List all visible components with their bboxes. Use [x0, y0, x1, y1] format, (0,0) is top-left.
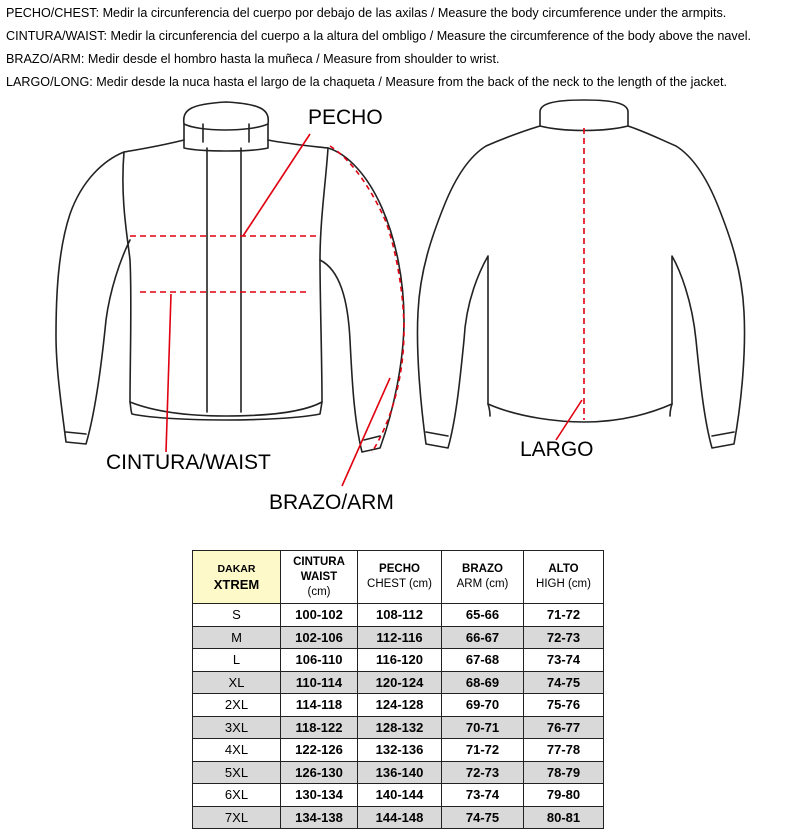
header-high: [524, 551, 604, 604]
cell-chest: 140-144: [358, 784, 442, 807]
header-chest-line1: PECHO: [379, 563, 420, 575]
header-waist-line1: CINTURA: [293, 555, 345, 568]
cell-chest: 116-120: [358, 649, 442, 672]
label-pecho: PECHO: [308, 106, 383, 129]
table-row: [193, 716, 604, 739]
cell-size: S: [193, 604, 281, 627]
cell-high: 73-74: [524, 649, 604, 672]
cell-size: 3XL: [193, 716, 281, 739]
cell-chest: 144-148: [358, 806, 442, 829]
cell-waist: 126-130: [281, 761, 358, 784]
jacket-back-outline: [417, 100, 744, 448]
header-arm-line2: ARM (cm): [456, 578, 509, 590]
waist-measure-line: [140, 292, 306, 452]
cell-waist: 102-106: [281, 626, 358, 649]
cell-arm: 74-75: [442, 806, 524, 829]
cell-arm: 66-67: [442, 626, 524, 649]
cell-chest: 136-140: [358, 761, 442, 784]
cell-waist: 134-138: [281, 806, 358, 829]
table-header-row: [193, 551, 604, 604]
header-arm-line1: BRAZO: [462, 563, 503, 575]
size-rows: [193, 604, 604, 829]
table-row: [193, 761, 604, 784]
header-chest: [358, 551, 442, 604]
cell-size: 5XL: [193, 761, 281, 784]
cell-waist: 114-118: [281, 694, 358, 717]
cell-high: 74-75: [524, 671, 604, 694]
instruction-long: LARGO/LONG: Medir desde la nuca hasta el largo de la chaqueta / Measure from the back of the neck to the length of the jacket.: [6, 75, 728, 89]
cell-chest: 128-132: [358, 716, 442, 739]
instruction-arm: BRAZO/ARM: Medir desde el hombro hasta la muñeca / Measure from shoulder to wrist.: [6, 52, 500, 66]
table-row: [193, 671, 604, 694]
table-row: [193, 739, 604, 762]
arm-measure-line: [330, 146, 404, 486]
cell-arm: 73-74: [442, 784, 524, 807]
brand-model: XTREM: [213, 577, 260, 592]
cell-arm: 65-66: [442, 604, 524, 627]
cell-arm: 69-70: [442, 694, 524, 717]
cell-high: 78-79: [524, 761, 604, 784]
label-brazo: BRAZO/ARM: [269, 491, 394, 514]
cell-waist: 100-102: [281, 604, 358, 627]
cell-arm: 71-72: [442, 739, 524, 762]
table-row: [193, 626, 604, 649]
header-high-line2: HIGH (cm): [536, 578, 591, 590]
cell-arm: 68-69: [442, 671, 524, 694]
header-high-line1: ALTO: [548, 563, 579, 575]
cell-size: 7XL: [193, 806, 281, 829]
brand-header-cell: [193, 551, 281, 604]
table-row: [193, 649, 604, 672]
cell-high: 79-80: [524, 784, 604, 807]
chest-measure-line: [130, 134, 320, 236]
cell-high: 76-77: [524, 716, 604, 739]
header-waist-line3: (cm): [307, 585, 331, 598]
cell-chest: 132-136: [358, 739, 442, 762]
label-largo: LARGO: [520, 438, 594, 461]
cell-chest: 124-128: [358, 694, 442, 717]
header-arm: [442, 551, 524, 604]
header-chest-line2: CHEST (cm): [367, 578, 432, 590]
cell-high: 80-81: [524, 806, 604, 829]
table-row: [193, 806, 604, 829]
cell-waist: 106-110: [281, 649, 358, 672]
cell-waist: 110-114: [281, 671, 358, 694]
instruction-waist: CINTURA/WAIST: Medir la circunferencia del cuerpo a la altura del ombligo / Measure the circumference of the body above the navel.: [6, 29, 752, 43]
cell-high: 77-78: [524, 739, 604, 762]
cell-arm: 67-68: [442, 649, 524, 672]
table-row: [193, 694, 604, 717]
cell-size: M: [193, 626, 281, 649]
cell-size: L: [193, 649, 281, 672]
cell-size: XL: [193, 671, 281, 694]
cell-arm: 70-71: [442, 716, 524, 739]
cell-high: 71-72: [524, 604, 604, 627]
header-waist: [281, 551, 358, 604]
cell-chest: 120-124: [358, 671, 442, 694]
cell-size: 4XL: [193, 739, 281, 762]
table-row: [193, 604, 604, 627]
jacket-front-outline: [56, 102, 404, 452]
table-row: [193, 784, 604, 807]
cell-waist: 122-126: [281, 739, 358, 762]
brand-name: DAKAR: [217, 563, 256, 575]
length-measure-line: [556, 128, 584, 440]
size-chart-table: [192, 550, 604, 829]
cell-waist: 118-122: [281, 716, 358, 739]
cell-size: 6XL: [193, 784, 281, 807]
cell-chest: 112-116: [358, 626, 442, 649]
instruction-chest: PECHO/CHEST: Medir la circunferencia del cuerpo por debajo de las axilas / Measure the body circumference under the armpits.: [6, 6, 727, 20]
cell-chest: 108-112: [358, 604, 442, 627]
cell-size: 2XL: [193, 694, 281, 717]
label-cintura: CINTURA/WAIST: [106, 451, 271, 474]
cell-high: 75-76: [524, 694, 604, 717]
cell-arm: 72-73: [442, 761, 524, 784]
cell-waist: 130-134: [281, 784, 358, 807]
cell-high: 72-73: [524, 626, 604, 649]
header-waist-line2: WAIST: [300, 570, 338, 583]
